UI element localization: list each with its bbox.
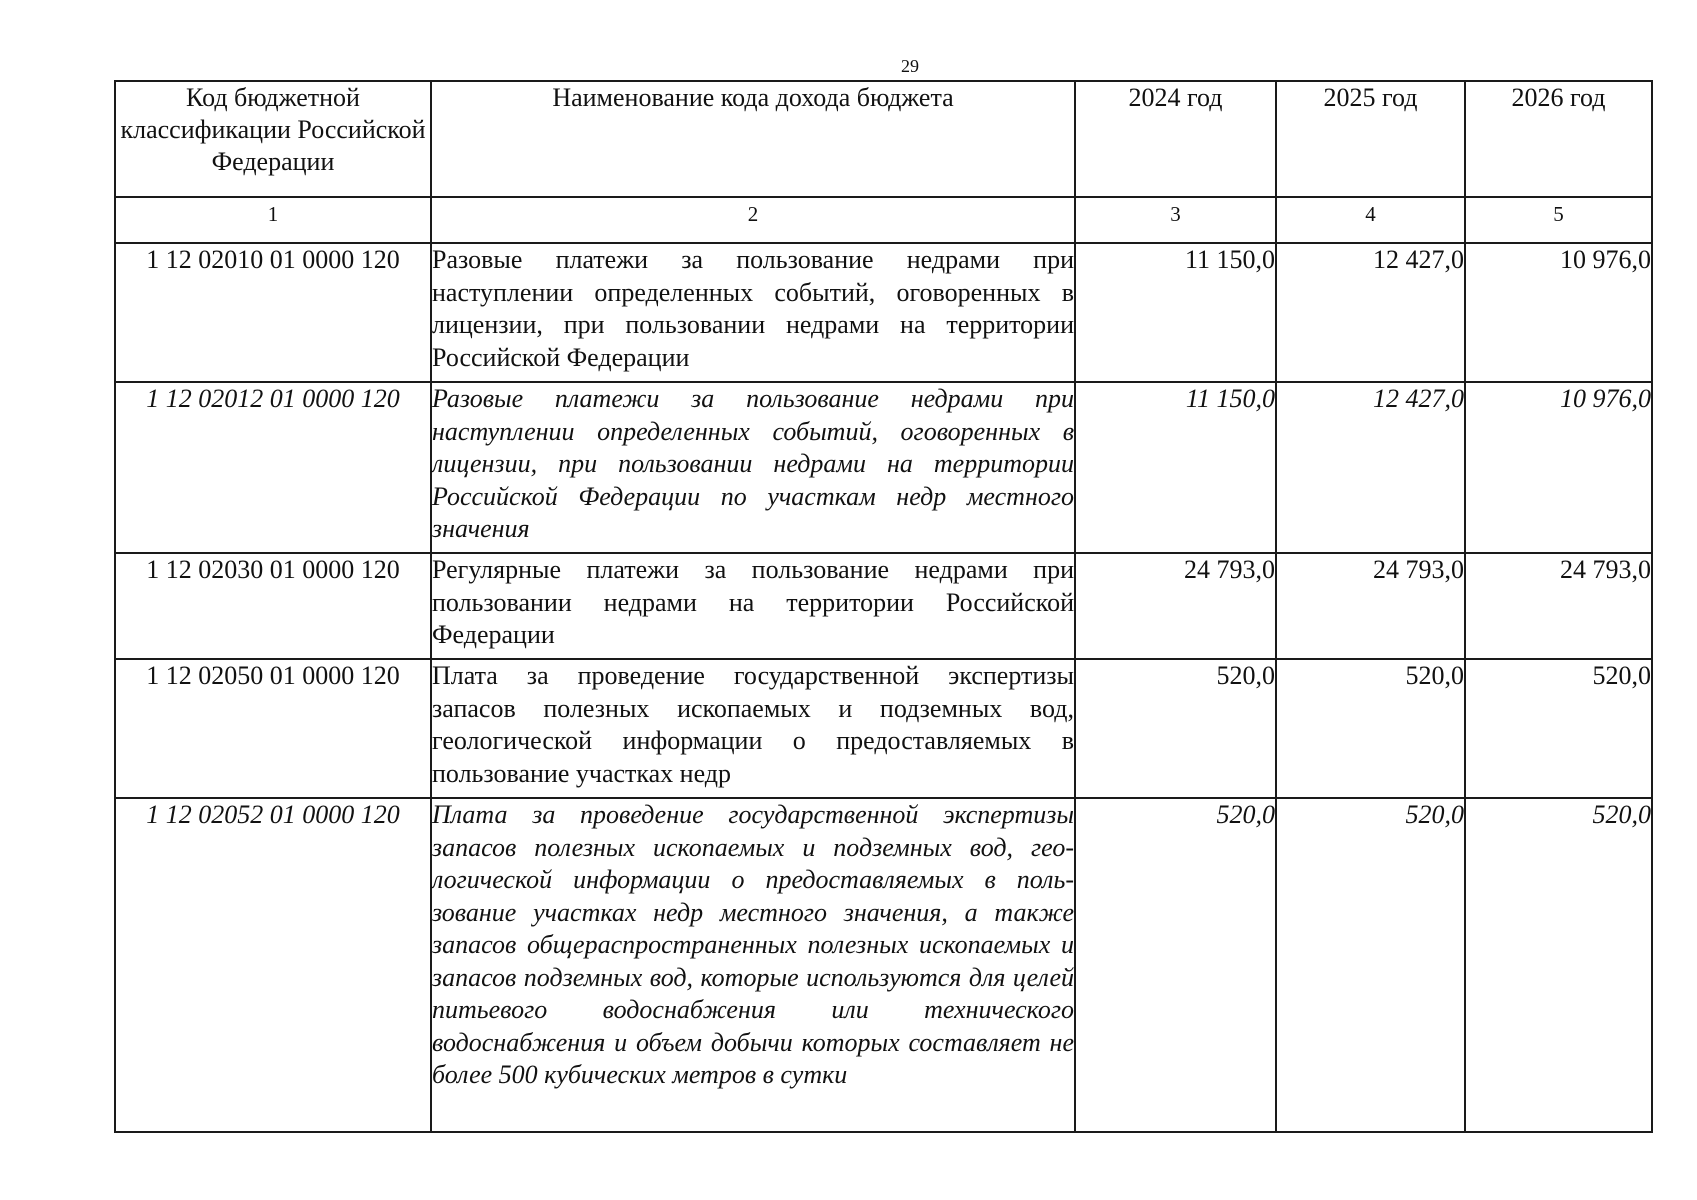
page-number: 29: [901, 56, 919, 76]
value-2025: 520,0: [1276, 798, 1465, 1132]
budget-revenue-table: [114, 80, 1653, 1133]
column-number-row: [115, 197, 1652, 243]
budget-code: 1 12 02012 01 0000 120: [115, 382, 431, 553]
header-2026: 2026 год: [1465, 81, 1652, 197]
revenue-name: Плата за проведение государственной экспертизы запасов полезных ископаемых и подземных вод, геологической информации о предоставляемых в пользование участках недр: [431, 659, 1075, 798]
revenue-name: Разовые платежи за пользование недрами при наступлении определенных событий, оговоренных в лицензии, при пользовании недрами на территории Российской Федерации: [431, 243, 1075, 382]
header-code: Код бюджетной классификации Российской Федерации: [115, 81, 431, 197]
table-row: [115, 798, 1652, 1132]
value-2026: 520,0: [1465, 659, 1652, 798]
table-row: [115, 243, 1652, 382]
value-2024: 24 793,0: [1075, 553, 1276, 659]
value-2025: 12 427,0: [1276, 382, 1465, 553]
budget-code: 1 12 02030 01 0000 120: [115, 553, 431, 659]
column-number: 5: [1465, 197, 1652, 243]
column-number: 4: [1276, 197, 1465, 243]
value-2026: 24 793,0: [1465, 553, 1652, 659]
header-2025: 2025 год: [1276, 81, 1465, 197]
column-number: 2: [431, 197, 1075, 243]
value-2025: 24 793,0: [1276, 553, 1465, 659]
revenue-name: Разовые платежи за пользование недрами при наступлении определенных событий, оговоренных в лицензии, при пользовании недрами на территории Российской Федерации по участкам недр местного значения: [431, 382, 1075, 553]
value-2026: 10 976,0: [1465, 382, 1652, 553]
budget-code: 1 12 02010 01 0000 120: [115, 243, 431, 382]
value-2025: 12 427,0: [1276, 243, 1465, 382]
column-number: 1: [115, 197, 431, 243]
header-row: [115, 81, 1652, 197]
value-2024: 11 150,0: [1075, 382, 1276, 553]
header-name: Наименование кода дохода бюджета: [431, 81, 1075, 197]
budget-code: 1 12 02050 01 0000 120: [115, 659, 431, 798]
value-2026: 10 976,0: [1465, 243, 1652, 382]
value-2024: 520,0: [1075, 798, 1276, 1132]
table-row: [115, 659, 1652, 798]
table-row: [115, 382, 1652, 553]
value-2025: 520,0: [1276, 659, 1465, 798]
column-number: 3: [1075, 197, 1276, 243]
revenue-name: Регулярные платежи за пользование недрами при пользовании недрами на территории Российской Федерации: [431, 553, 1075, 659]
value-2024: 520,0: [1075, 659, 1276, 798]
value-2026: 520,0: [1465, 798, 1652, 1132]
header-2024: 2024 год: [1075, 81, 1276, 197]
value-2024: 11 150,0: [1075, 243, 1276, 382]
budget-code: 1 12 02052 01 0000 120: [115, 798, 431, 1132]
table-row: [115, 553, 1652, 659]
revenue-name: Плата за проведение государственной экспертизы запасов полезных ископаемых и подземных вод, геологической информации о предоставляемых в пользование участках недр местного значения, а также запасов общераспространенных полезных ископаемых и запасов подземных вод, которые используются для целей питьевого водоснабжения или технического водоснабжения и объем добычи которых составляет не более 500 кубических метров в сутки: [431, 798, 1075, 1132]
